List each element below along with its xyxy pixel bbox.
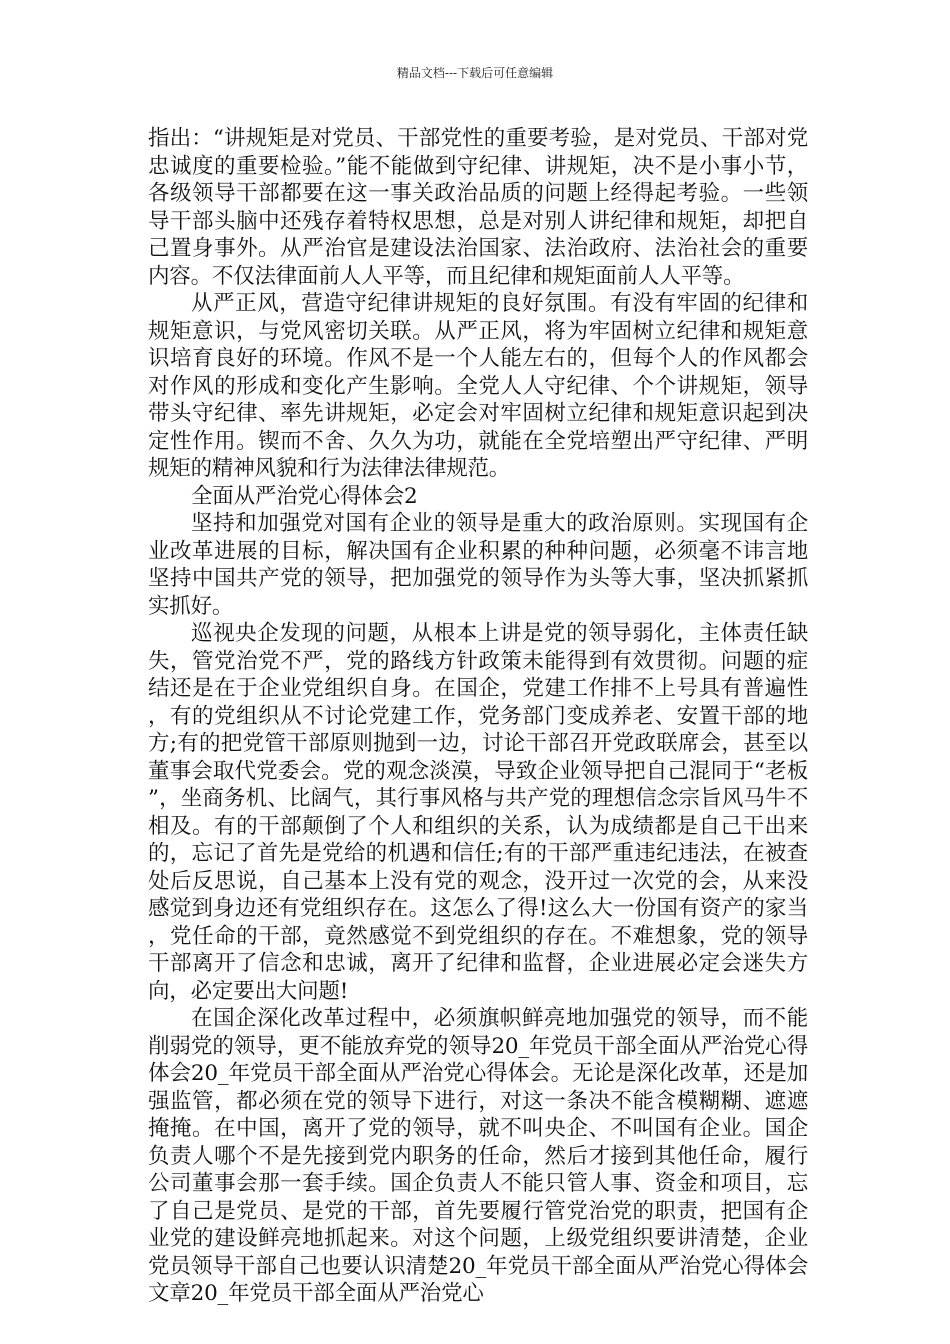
document-body: [148, 125, 808, 1308]
paragraph: 从严正风，营造守纪律讲规矩的良好氛围。有没有牢固的纪律和规矩意识，与党风密切关联。从严正风，将为牢固树立纪律和规矩意识培育良好的环境。作风不是一个人能左右的，但每个人的作风都会对作风的形成和变化产生影响。全党人人守纪律、个个讲规矩，领导带头守纪律、率先讲规矩，必定会对牢固树立纪律和规矩意识起到决定性作用。锲而不舍、久久为功，就能在全党培塑出严守纪律、严明规矩的精神风貌和行为法律法律规范。: [148, 291, 808, 481]
page-header: 精品文档---下载后可任意编辑: [396, 66, 554, 80]
paragraph-continuation: 指出：“讲规矩是对党员、干部党性的重要考验，是对党员、干部对党忠诚度的重要检验。”能不能做到守纪律、讲规矩，决不是小事小节，各级领导干部都要在这一事关政治品质的问题上经得起考验。一些领导干部头脑中还残存着特权思想，总是对别人讲纪律和规矩，却把自己置身事外。从严治官是建设法治国家、法治政府、法治社会的重要内容。不仅法律面前人人平等，而且纪律和规矩面前人人平等。: [148, 126, 808, 289]
paragraph: 在国企深化改革过程中，必须旗帜鲜亮地加强党的领导，而不能削弱党的领导，更不能放弃党的领导20_年党员干部全面从严治党心得体会20_年党员干部全面从严治党心得体会。无论是深化改革，还是加强监管，都必须在党的领导下进行，对这一条决不能含模糊糊、遮遮掩掩。在中国，离开了党的领导，就不叫央企、不叫国有企业。国企负责人哪个不是先接到党内职务的任命，然后才接到其他任命，履行公司董事会那一套手续。国企负责人不能只管人事、资金和项目，忘了自己是党员、是党的干部，首先要履行管党治党的职责，把国有企业党的建设鲜亮地抓起来。对这个问题，上级党组织要讲清楚，企业党员领导干部自己也要认识清楚20_年党员干部全面从严治党心得体会文章20_年党员干部全面从严治党心: [148, 1006, 808, 1306]
paragraph: 坚持和加强党对国有企业的领导是重大的政治原则。实现国有企业改革进展的目标，解决国有企业积累的种种问题，必须毫不讳言地坚持中国共产党的领导，把加强党的领导作为头等大事，坚决抓紧抓实抓好。: [148, 511, 808, 619]
paragraph: 巡视央企发现的问题，从根本上讲是党的领导弱化，主体责任缺失，管党治党不严，党的路线方针政策未能得到有效贯彻。问题的症结还是在于企业党组织自身。在国企，党建工作排不上号具有普遍性，有的党组织从不讨论党建工作，党务部门变成养老、安置干部的地方;有的把党管干部原则抛到一边，讨论干部召开党政联席会，甚至以董事会取代党委会。党的观念淡漠，导致企业领导把自己混同于“老板”，坐商务机、比阔气，其行事风格与共产党的理想信念宗旨风马牛不相及。有的干部颠倒了个人和组织的关系，认为成绩都是自己干出来的，忘记了首先是党给的机遇和信任;有的干部严重违纪违法，在被查处后反思说，自己基本上没有党的观念，没开过一次党的会，从来没感觉到身边还有党组织存在。这怎么了得!这么大一份国有资产的家当，党任命的干部，竟然感觉不到党组织的存在。不难想象，党的领导干部离开了信念和忠诚，离开了纪律和监督，企业进展必定会迷失方向，必定要出大问题!: [148, 621, 808, 1004]
section-heading: 全面从严治党心得体会2: [191, 483, 418, 509]
